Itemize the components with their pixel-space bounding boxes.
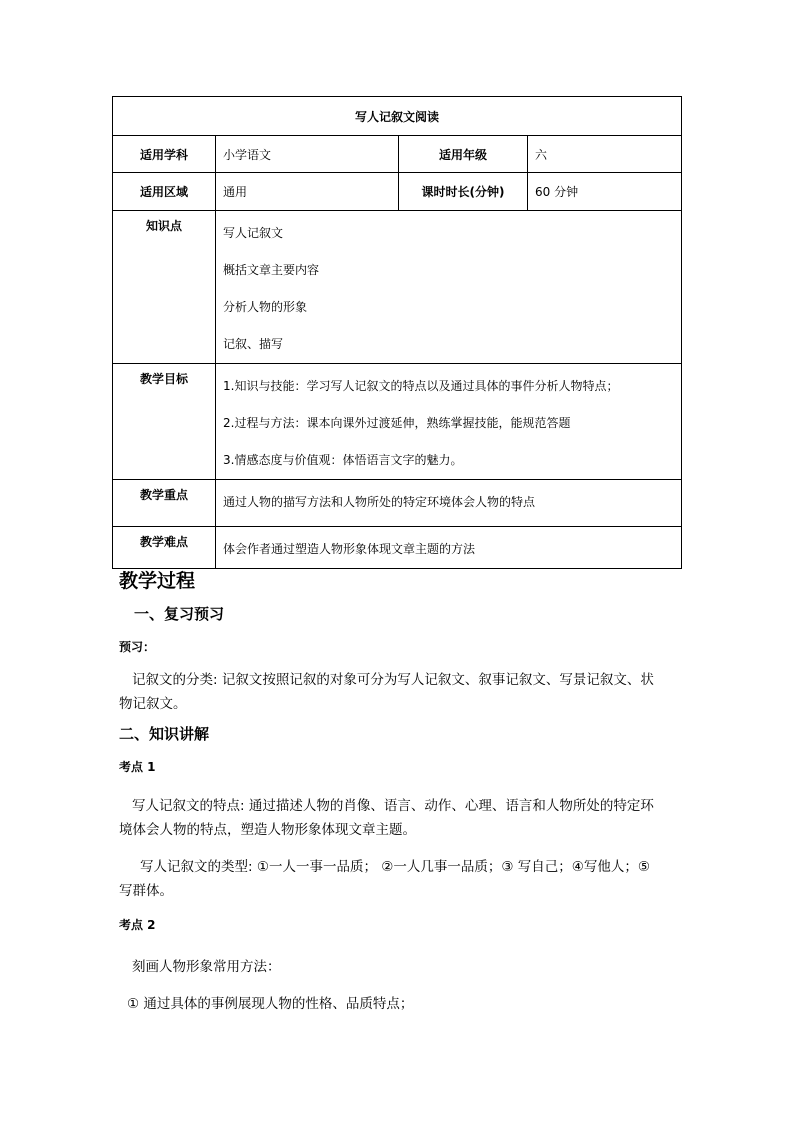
difficulty-value bbox=[216, 527, 682, 569]
goals-list bbox=[216, 364, 682, 480]
section-review-preview: 一、复习预习 bbox=[134, 605, 225, 623]
types-text-line: 写人记叙文的类型: ①一人一事一品质； ②一人几事一品质；③ 写自己；④写他人；⑤ bbox=[140, 859, 650, 875]
knowledge-list bbox=[216, 211, 682, 364]
goal-item: 1.知识与技能：学习写人记叙文的特点以及通过具体的事件分析人物特点； bbox=[223, 379, 619, 393]
region-label: 适用区域 bbox=[113, 173, 216, 211]
process-heading: 教学过程 bbox=[119, 570, 196, 592]
grade-value: 六 bbox=[528, 136, 682, 173]
subject-value: 小学语文 bbox=[216, 136, 399, 173]
point2-label: 考点 2 bbox=[119, 918, 156, 932]
method-item: ① 通过具体的事例展现人物的性格、品质特点； bbox=[127, 996, 414, 1012]
grade-label: 适用年级 bbox=[399, 136, 528, 173]
knowledge-item: 概括文章主要内容 bbox=[223, 263, 320, 277]
knowledge-item: 分析人物的形象 bbox=[223, 300, 308, 314]
point1-text-line: 写人记叙文的特点: 通过描述人物的肖像、语言、动作、心理、语言和人物所处的特定环 bbox=[132, 798, 654, 814]
knowledge-item: 写人记叙文 bbox=[223, 226, 284, 240]
course-info-table bbox=[112, 96, 682, 569]
preview-label: 预习： bbox=[119, 640, 156, 654]
point1-text-line: 境体会人物的特点，塑造人物形象体现文章主题。 bbox=[119, 822, 416, 838]
preview-text-line: 物记叙文。 bbox=[119, 696, 187, 712]
goals-label: 教学目标 bbox=[113, 364, 216, 480]
duration-label: 课时时长(分钟) bbox=[399, 173, 528, 211]
methods-intro: 刻画人物形象常用方法： bbox=[132, 959, 281, 975]
preview-text-line: 记叙文的分类: 记叙文按照记叙的对象可分为写人记叙文、叙事记叙文、写景记叙文、状 bbox=[132, 672, 654, 688]
difficulty-text: 体会作者通过塑造人物形象体现文章主题的方法 bbox=[223, 542, 476, 556]
key-point-label: 教学重点 bbox=[113, 480, 216, 527]
difficulty-label: 教学难点 bbox=[113, 527, 216, 569]
document-title: 写人记叙文阅读 bbox=[113, 97, 682, 136]
knowledge-item: 记叙、描写 bbox=[223, 337, 284, 351]
duration-value: 60 分钟 bbox=[528, 173, 682, 211]
knowledge-label: 知识点 bbox=[113, 211, 216, 364]
section-knowledge-explain: 二、知识讲解 bbox=[119, 725, 210, 743]
key-point-text: 通过人物的描写方法和人物所处的特定环境体会人物的特点 bbox=[223, 495, 536, 509]
point1-label: 考点 1 bbox=[119, 760, 156, 774]
key-point-value bbox=[216, 480, 682, 527]
types-text-line: 写群体。 bbox=[119, 883, 173, 899]
subject-label: 适用学科 bbox=[113, 136, 216, 173]
region-value: 通用 bbox=[216, 173, 399, 211]
goal-item: 3.情感态度与价值观：体悟语言文字的魅力。 bbox=[223, 453, 463, 467]
goal-item: 2.过程与方法：课本向课外过渡延伸，熟练掌握技能，能规范答题 bbox=[223, 416, 571, 430]
